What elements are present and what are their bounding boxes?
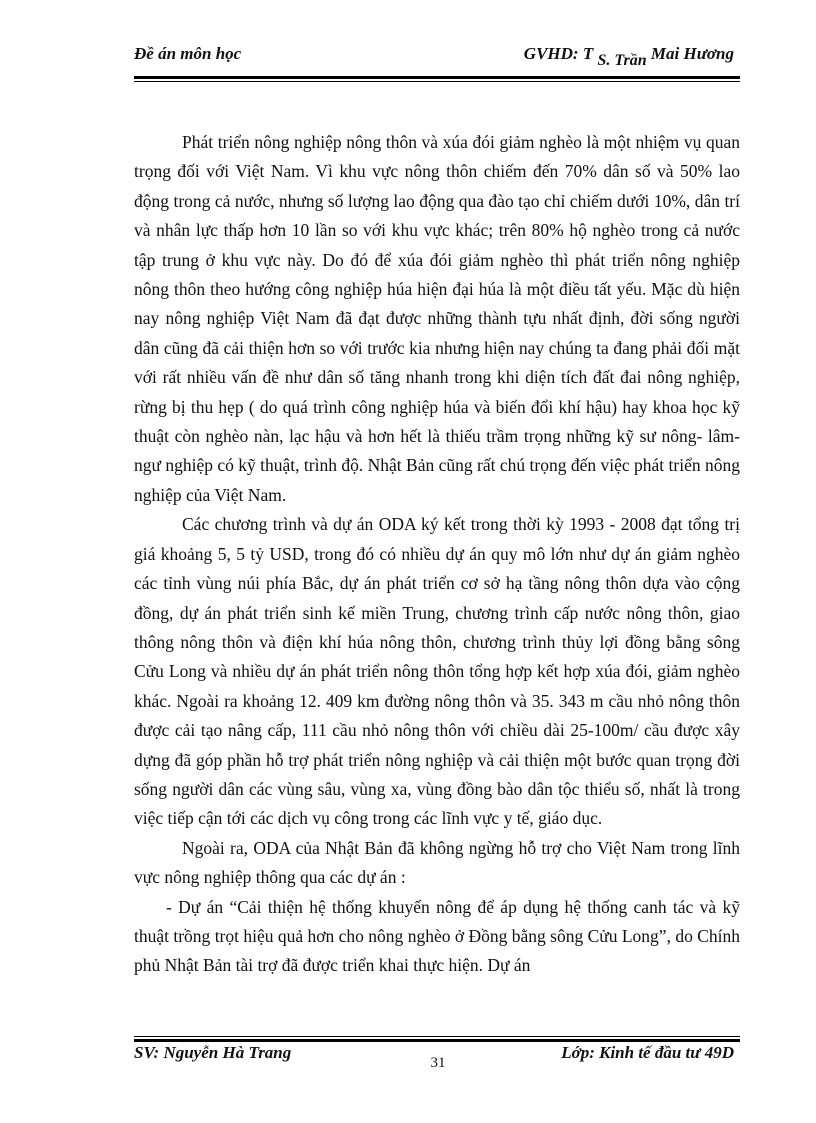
footer-rule-thin: [134, 1036, 740, 1037]
header-advisor-name: Mai Hương: [650, 44, 734, 63]
page-number: 31: [430, 1055, 446, 1071]
paragraph-2: Các chương trình và dự án ODA ký kết trong thời kỳ 1993 - 2008 đạt tổng trị giá khoảng 5, 5 tỷ USD, trong đó có nhiều dự án quy mô lớn như dự án giảm nghèo các tỉnh vùng núi phía Bắc, dự án phát triển cơ sở hạ tầng nông thôn dựa vào cộng đồng, dự án phát triển sinh kế miền Trung, chương trình cấp nước nông thôn, giao thông nông thôn và điện khí húa nông thôn, chương trình thủy lợi đồng bằng sông Cửu Long và nhiều dự án phát triển nông thôn tổng hợp kết hợp xúa đói, giảm nghèo khác. Ngoài ra khoảng 12. 409 km đường nông thôn và 35. 343 m cầu nhỏ nông thôn được cải tạo nâng cấp, 111 cầu nhỏ nông thôn với chiều dài 25-100m/ cầu được xây dựng đã góp phần hỗ trợ phát triển nông nghiệp và cải thiện một bước quan trọng đời sống người dân các vùng sâu, vùng xa, vùng đồng bào dân tộc thiểu số, nhất là trong việc tiếp cận tới các dịch vụ công trong các lĩnh vực y tế, giáo dục.: [134, 514, 740, 829]
header-rule-thin: [134, 81, 740, 82]
footer-student: SV: Nguyễn Hà Trang: [134, 1043, 292, 1062]
header-course-title: Đề án môn học: [134, 44, 242, 63]
footer-rule-thick: [134, 1039, 740, 1042]
paragraph-1: Phát triển nông nghiệp nông thôn và xúa đói giảm nghèo là một nhiệm vụ quan trọng đối với Việt Nam. Vì khu vực nông thôn chiếm đến 70% dân số và 50% lao động trong cả nước, nhưng số lượng lao động qua đào tạo chỉ chiếm dưới 10%, dân trí và nhân lực thấp hơn 10 lần so với khu vực khác; trên 80% hộ nghèo trong cả nước tập trung ở khu vực này. Do đó để xúa đói giảm nghèo thì phát triển nông nghiệp nông thôn theo hướng công nghiệp húa hiện đại húa là một điều tất yếu. Mặc dù hiện nay nông nghiệp Việt Nam đã đạt được những thành tựu nhất định, đời sống người dân cũng đã cải thiện hơn so với trước kia nhưng hiện nay chúng ta đang phải đối mặt với rất nhiều vấn đề như dân số tăng nhanh trong khi diện tích đất đai nông nghiệp, rừng bị thu hẹp ( do quá trình công nghiệp húa và biến đổi khí hậu) hay khoa học kỹ thuật còn nghèo nàn, lạc hậu và hơn hết là thiếu trầm trọng những kỹ sư nông- lâm- ngư nghiệp có kỹ thuật, trình độ. Nhật Bản cũng rất chú trọng đến việc phát triển nông nghiệp của Việt Nam.: [134, 132, 740, 505]
footer-class: Lớp: Kinh tế đầu tư 49D: [561, 1043, 734, 1062]
header-advisor-sub: S. Trần: [597, 52, 647, 69]
paragraph-3: Ngoài ra, ODA của Nhật Bản đã không ngừng hỗ trợ cho Việt Nam trong lĩnh vực nông nghiệp thông qua các dự án :: [134, 837, 740, 888]
header-advisor-label: GVHD: T: [523, 44, 594, 63]
header-rule-thick: [134, 76, 740, 79]
page-header: [134, 44, 734, 74]
header-advisor: [523, 44, 734, 69]
paragraph-4: - Dự án “Cải thiện hệ thống khuyến nông để áp dụng hệ thống canh tác và kỹ thuật trồng trọt hiệu quả hơn cho nông nghèo ở Đồng bằng sông Cửu Long”, do Chính phủ Nhật Bản tài trợ đã được triển khai thực hiện. Dự án: [134, 896, 740, 976]
body-text: [134, 128, 740, 981]
